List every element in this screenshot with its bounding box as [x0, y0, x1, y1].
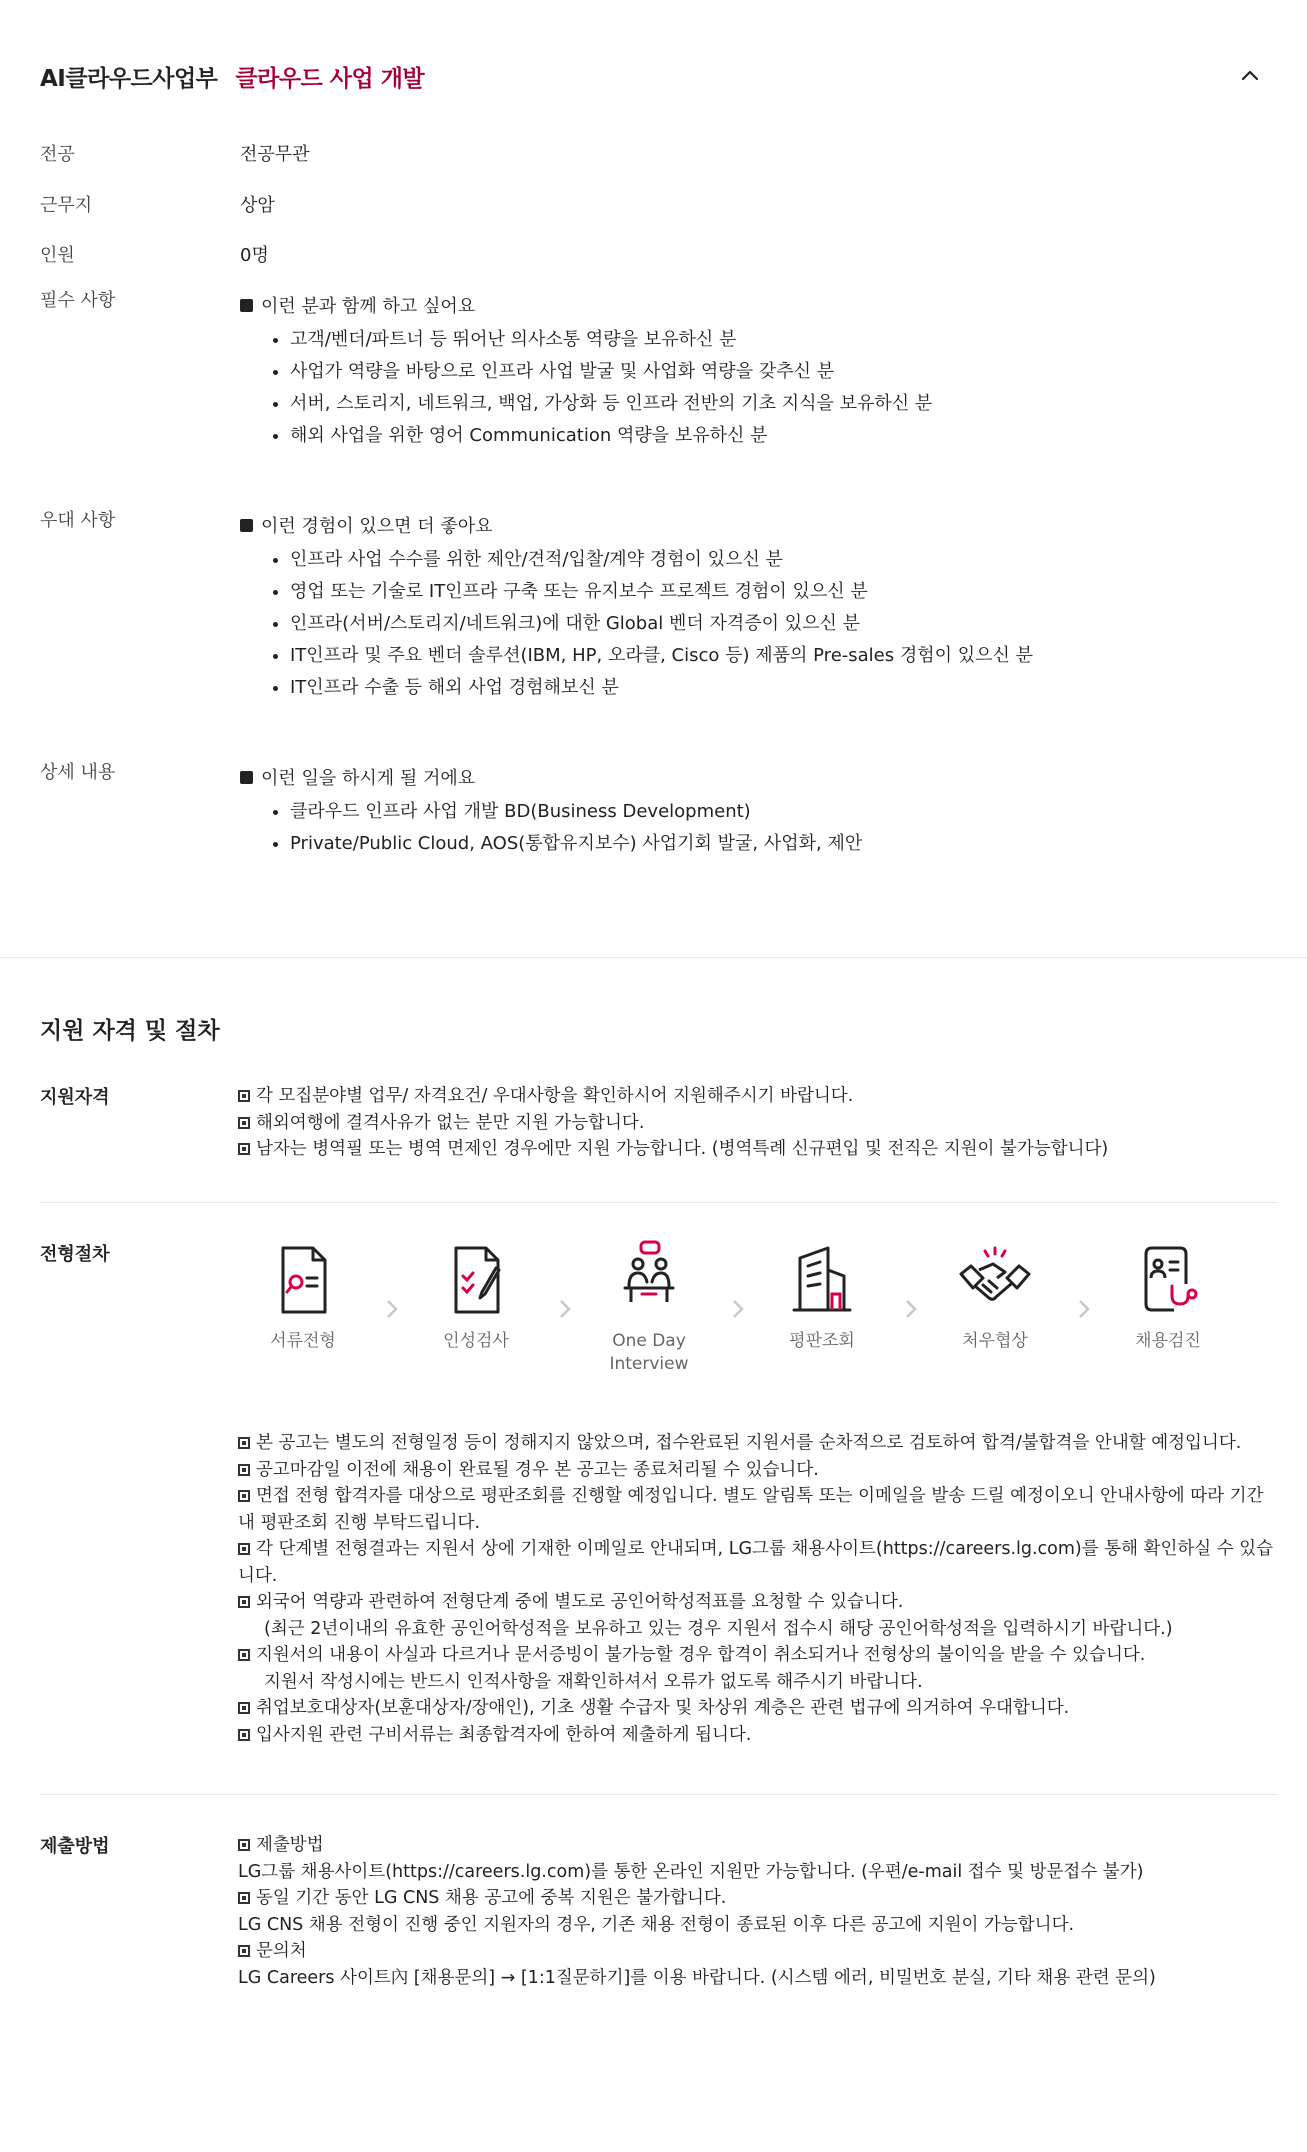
chevron-right-icon: [1077, 1298, 1091, 1320]
process-step: [243, 1240, 363, 1353]
list-item: • Private/Public Cloud, AOS(통합유지보수) 사업기회 발굴, 사업화, 제안: [290, 828, 1260, 860]
eligibility-text: [238, 1083, 1278, 1163]
info-value: 0명: [240, 245, 269, 266]
step-label: 서류전형: [270, 1331, 336, 1351]
list-item: • 영업 또는 기술로 IT인프라 구축 또는 유지보수 프로젝트 경험이 있으신 분: [290, 576, 1260, 608]
step-label: 처우협상: [962, 1331, 1028, 1351]
eligibility-label: 지원자격: [40, 1087, 110, 1108]
job-header[interactable]: [40, 56, 1267, 96]
checkbox-bullet-icon: [238, 1945, 250, 1957]
checkbox-bullet-icon: [238, 1090, 250, 1102]
square-bullet-icon: [240, 519, 253, 532]
square-bullet-icon: [240, 299, 253, 312]
details-list: [240, 796, 1260, 860]
checkbox-bullet-icon: [238, 1729, 250, 1741]
document-search-icon: [263, 1240, 343, 1320]
step-label: 채용검진: [1135, 1331, 1201, 1351]
list-item: • IT인프라 및 주요 벤더 솔루션(IBM, HP, 오라클, Cisco 등) 제품의 Pre-sales 경험이 있으신 분: [290, 640, 1260, 672]
submission-label: 제출방법: [40, 1836, 110, 1857]
checklist-pen-icon: [436, 1240, 516, 1320]
submission-line: 동일 기간 동안 LG CNS 채용 공고에 중복 지원은 불가합니다.: [256, 1888, 727, 1908]
process-steps: [238, 1240, 1278, 1380]
process-note: 면접 전형 합격자를 대상으로 평판조회를 진행할 예정입니다. 별도 알림톡 또는 이메일을 발송 드릴 예정이오니 안내사항에 따라 기간 내 평판조회 진행 부탁드립니다.: [238, 1486, 1264, 1533]
checkbox-bullet-icon: [238, 1117, 250, 1129]
checkbox-bullet-icon: [238, 1839, 250, 1851]
process-note: 입사지원 관련 구비서류는 최종합격자에 한하여 제출하게 됩니다.: [256, 1724, 752, 1745]
info-label: 근무지: [40, 195, 93, 216]
info-value: 상암: [240, 195, 275, 216]
process-step: [1108, 1240, 1228, 1353]
medical-checkup-icon: [1128, 1240, 1208, 1320]
chevron-up-icon[interactable]: [1239, 64, 1261, 86]
chevron-right-icon: [385, 1298, 399, 1320]
checkbox-bullet-icon: [238, 1596, 250, 1608]
info-label: 인원: [40, 245, 75, 266]
info-value: 전공무관: [240, 144, 310, 165]
checkbox-bullet-icon: [238, 1143, 250, 1155]
eligibility-line: 해외여행에 결격사유가 없는 분만 지원 가능합니다.: [256, 1112, 645, 1133]
submission-line: LG그룹 채용사이트(https://careers.lg.com)를 통한 온라인 지원만 가능합니다. (우편/e-mail 접수 및 방문접수 불가): [238, 1861, 1144, 1882]
checkbox-bullet-icon: [238, 1892, 250, 1904]
info-row-details: [40, 758, 1260, 860]
list-item: • 인프라 사업 수수를 위한 제안/견적/입찰/계약 경험이 있으신 분: [290, 544, 1260, 576]
process-note: 공고마감일 이전에 채용이 완료될 경우 본 공고는 종료처리될 수 있습니다.: [256, 1459, 819, 1480]
process-step: [762, 1240, 882, 1353]
checkbox-bullet-icon: [238, 1702, 250, 1714]
info-row-preferred: [40, 506, 1260, 704]
info-label: 우대 사항: [40, 510, 116, 531]
block-title: 이런 경험이 있으면 더 좋아요: [261, 516, 493, 537]
list-item: • 서버, 스토리지, 네트워크, 백업, 가상화 등 인프라 전반의 기초 지식을 보유하신 분: [290, 388, 1260, 420]
info-label: 상세 내용: [40, 762, 116, 783]
chevron-right-icon: [904, 1298, 918, 1320]
checkbox-bullet-icon: [238, 1464, 250, 1476]
job-title: 클라우드 사업 개발: [235, 65, 425, 92]
department-name: AI클라우드사업부: [40, 65, 218, 92]
submission-line: LG CNS 채용 전형이 진행 중인 지원자의 경우, 기존 채용 전형이 종료된 이후 다른 공고에 지원이 가능합니다.: [238, 1914, 1075, 1935]
process-note: 지원서의 내용이 사실과 다르거나 문서증빙이 불가능할 경우 합격이 취소되거나 전형상의 불이익을 받을 수 있습니다.: [256, 1645, 1146, 1665]
checkbox-bullet-icon: [238, 1649, 250, 1661]
building-icon: [782, 1240, 862, 1320]
process-note: 취업보호대상자(보훈대상자/장애인), 기초 생활 수급자 및 차상위 계층은 관련 법규에 의거하여 우대합니다.: [256, 1698, 1070, 1718]
step-label: 평판조회: [789, 1331, 855, 1351]
checkbox-bullet-icon: [238, 1543, 250, 1555]
step-label: One Day Interview: [609, 1331, 689, 1374]
process-step: [589, 1240, 709, 1376]
handshake-icon: [955, 1240, 1035, 1320]
list-item: • IT인프라 수출 등 해외 사업 경험해보신 분: [290, 672, 1260, 704]
chevron-right-icon: [731, 1298, 745, 1320]
process-note: 본 공고는 별도의 전형일정 등이 정해지지 않았으며, 접수완료된 지원서를 순차적으로 검토하여 합격/불합격을 안내할 예정입니다.: [256, 1433, 1242, 1453]
submission-line: LG Careers 사이트內 [채용문의] → [1:1질문하기]를 이용 바랍니다. (시스템 에러, 비밀번호 분실, 기타 채용 관련 문의): [238, 1967, 1156, 1988]
process-note: (최근 2년이내의 유효한 공인어학성적을 보유하고 있는 경우 지원서 접수시 해당 공인어학성적을 입력하시기 바랍니다.): [264, 1618, 1173, 1639]
process-step: [416, 1240, 536, 1353]
list-item: • 인프라(서버/스토리지/네트워크)에 대한 Global 벤더 자격증이 있으신 분: [290, 608, 1260, 640]
info-row-required: [40, 286, 1260, 452]
row-divider: [40, 1202, 1278, 1203]
submission-text: [238, 1832, 1278, 1991]
list-item: • 해외 사업을 위한 영어 Communication 역량을 보유하신 분: [290, 420, 1260, 452]
info-row-location: [40, 191, 1260, 217]
checkbox-bullet-icon: [238, 1437, 250, 1449]
required-list: [240, 324, 1260, 452]
section-title: 지원 자격 및 절차: [40, 1018, 220, 1044]
block-title: 이런 분과 함께 하고 싶어요: [261, 296, 476, 317]
process-note: 지원서 작성시에는 반드시 인적사항을 재확인하셔서 오류가 없도록 해주시기 바랍니다.: [264, 1671, 923, 1692]
block-title: 이런 일을 하시게 될 거에요: [261, 768, 476, 789]
process-note: 각 단계별 전형결과는 지원서 상에 기재한 이메일로 안내되며, LG그룹 채용사이트(https://careers.lg.com)를 통해 확인하실 수 있습니다.: [238, 1539, 1274, 1586]
info-label: 필수 사항: [40, 290, 116, 311]
submission-line: 제출방법: [256, 1835, 324, 1855]
list-item: • 사업가 역량을 바탕으로 인프라 사업 발굴 및 사업화 역량을 갖추신 분: [290, 356, 1260, 388]
eligibility-line: 각 모집분야별 업무/ 자격요건/ 우대사항을 확인하시어 지원해주시기 바랍니다.: [256, 1086, 854, 1106]
process-label: 전형절차: [40, 1244, 110, 1265]
process-step: [935, 1240, 1055, 1353]
interview-icon: [609, 1240, 689, 1320]
chevron-right-icon: [558, 1298, 572, 1320]
section-divider: [0, 957, 1307, 958]
list-item: • 클라우드 인프라 사업 개발 BD(Business Development): [290, 796, 1260, 828]
preferred-list: [240, 544, 1260, 704]
list-item: • 고객/벤더/파트너 등 뛰어난 의사소통 역량을 보유하신 분: [290, 324, 1260, 356]
info-row-major: [40, 140, 1260, 166]
checkbox-bullet-icon: [238, 1490, 250, 1502]
info-label: 전공: [40, 144, 75, 165]
eligibility-line: 남자는 병역필 또는 병역 면제인 경우에만 지원 가능합니다. (병역특례 신규편입 및 전직은 지원이 불가능합니다): [256, 1139, 1109, 1159]
process-note: 외국어 역량과 관련하여 전형단계 중에 별도로 공인어학성적표를 요청할 수 있습니다.: [256, 1592, 904, 1612]
submission-line: 문의처: [256, 1941, 307, 1961]
process-notes: [238, 1430, 1278, 1748]
info-row-headcount: [40, 241, 1260, 267]
row-divider: [40, 1794, 1278, 1795]
square-bullet-icon: [240, 771, 253, 784]
step-label: 인성검사: [443, 1331, 509, 1351]
